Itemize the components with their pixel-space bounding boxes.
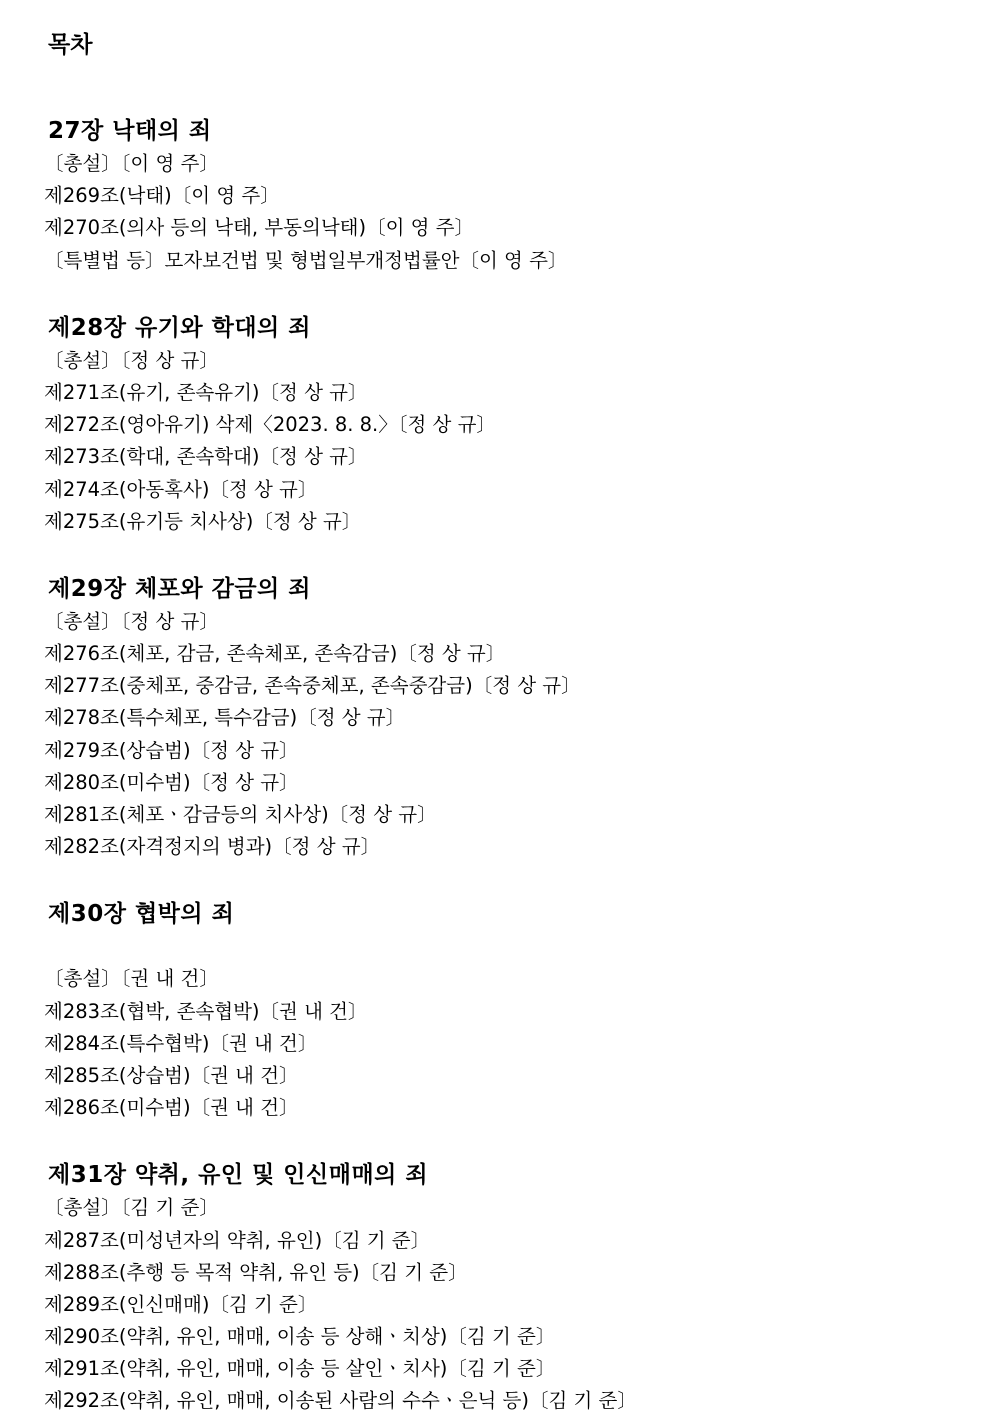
toc-entry: 제282조(자격정지의 병과)〔정 상 규〕: [44, 835, 381, 859]
toc-entry: 제270조(의사 등의 낙태, 부동의낙태)〔이 영 주〕: [44, 216, 475, 240]
chapter-28: [44, 311, 968, 538]
chapter-title: 제30장 협박의 죄: [48, 901, 235, 928]
chapter-title: 제31장 약취, 유인 및 인신매매의 죄: [48, 1162, 429, 1189]
toc-entry: 제283조(협박, 존속협박)〔권 내 건〕: [44, 999, 368, 1023]
toc-entry: 〔총설〕〔이 영 주〕: [44, 152, 219, 175]
toc-entry: 제290조(약취, 유인, 매매, 이송 등 상해ㆍ치상)〔김 기 준〕: [44, 1325, 556, 1349]
toc-entry: 제274조(아동혹사)〔정 상 규〕: [44, 477, 318, 501]
toc-entry: 제279조(상습범)〔정 상 규〕: [44, 738, 299, 762]
toc-entry: 제271조(유기, 존속유기)〔정 상 규〕: [44, 380, 368, 404]
toc-entry: 〔총설〕〔정 상 규〕: [44, 348, 219, 372]
toc-entry: 제287조(미성년자의 약취, 유인)〔김 기 준〕: [44, 1228, 431, 1252]
toc-entry: 제284조(특수협박)〔권 내 건〕: [44, 1031, 318, 1055]
toc-entry: 제275조(유기등 치사상)〔정 상 규〕: [44, 509, 362, 533]
table-of-contents: [44, 28, 968, 1418]
toc-entry: 제269조(낙태)〔이 영 주〕: [44, 184, 280, 208]
toc-entry: 〔특별법 등〕모자보건법 및 형법일부개정법률안〔이 영 주〕: [44, 248, 568, 272]
toc-entry: 제278조(특수체포, 특수감금)〔정 상 규〕: [44, 706, 406, 730]
chapter-title: 제28장 유기와 학대의 죄: [48, 314, 311, 341]
toc-entry: 〔총설〕〔권 내 건〕: [44, 967, 219, 991]
toc-entry: 제280조(미수범)〔정 상 규〕: [44, 770, 299, 794]
toc-entry: 제273조(학대, 존속학대)〔정 상 규〕: [44, 445, 368, 469]
toc-entry: 제291조(약취, 유인, 매매, 이송 등 살인ㆍ치사)〔김 기 준〕: [44, 1357, 556, 1381]
chapter-title: 27장 낙태의 죄: [48, 118, 212, 144]
chapter-title: 제29장 체포와 감금의 죄: [48, 575, 311, 602]
toc-entry: 제285조(상습범)〔권 내 건〕: [44, 1063, 299, 1087]
toc-entry: 제276조(체포, 감금, 존속체포, 존속감금)〔정 상 규〕: [44, 642, 506, 666]
chapter-30: [44, 897, 968, 1124]
page-title: 목차: [48, 32, 93, 58]
chapter-27: [44, 114, 968, 277]
toc-entry: 제288조(추행 등 목적 약취, 유인 등)〔김 기 준〕: [44, 1260, 468, 1284]
toc-entry: 제272조(영아유기) 삭제〈2023. 8. 8.〉〔정 상 규〕: [44, 413, 496, 437]
chapter-31: [44, 1158, 968, 1417]
toc-entry: 제289조(인신매매)〔김 기 준〕: [44, 1292, 318, 1316]
toc-entry: 제281조(체포ㆍ감금등의 치사상)〔정 상 규〕: [44, 803, 437, 826]
chapter-29: [44, 572, 968, 864]
toc-entry: 제286조(미수범)〔권 내 건〕: [44, 1096, 299, 1120]
toc-entry: 제292조(약취, 유인, 매매, 이송된 사람의 수수ㆍ은닉 등)〔김 기 준〕: [44, 1389, 637, 1413]
toc-entry: 제277조(중체포, 중감금, 존속중체포, 존속중감금)〔정 상 규〕: [44, 674, 581, 698]
toc-entry: 〔총설〕〔정 상 규〕: [44, 609, 219, 633]
toc-entry: 〔총설〕〔김 기 준〕: [44, 1196, 219, 1220]
